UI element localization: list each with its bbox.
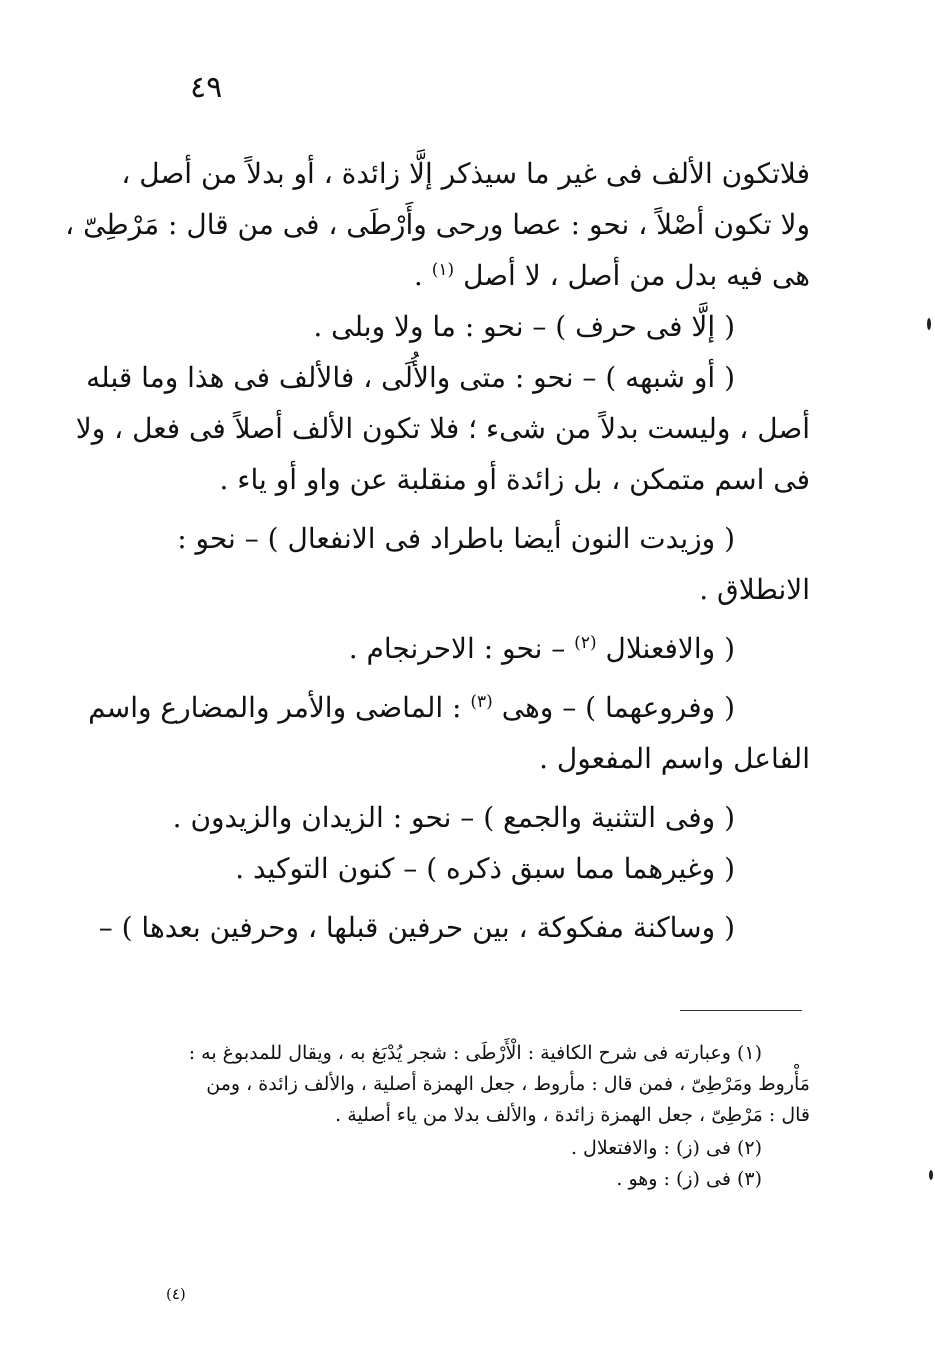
body-line-4: ( إلَّا فى حرف ) – نحو : ما ولا وبلى .: [313, 310, 735, 343]
body-line-8: ( وزيدت النون أيضا باطراد فى الانفعال ) – نحو :: [177, 522, 735, 555]
body-line-9: الانطلاق .: [699, 573, 810, 606]
scan-mark-top: [927, 318, 931, 330]
footnotes: [162, 1038, 810, 1195]
scan-mark-bottom: [929, 1170, 933, 1180]
body-line-5: ( أو شبهه ) – نحو : متى والأُلَى ، فالألف فى هذا وما قبله: [86, 361, 735, 394]
body-line-1: فلاتكون الألف فى غير ما سيذكر إلَّا زائدة ، أو بدلاً من أصل ،: [121, 157, 810, 190]
body-line-10: [160, 623, 810, 674]
body-line-11: [88, 682, 810, 733]
body-line-3-text: هى فيه بدل من أصل ، لا أصل: [463, 259, 810, 292]
body-line-3: [160, 250, 810, 301]
page-number: ٤٩: [190, 70, 223, 105]
footnote-3: (٣) فى (ز) : وهو .: [616, 1168, 762, 1190]
body-line-13: ( وفى التثنية والجمع ) – نحو : الزيدان والزيدون .: [172, 801, 735, 834]
body-line-3-end: .: [413, 259, 423, 292]
footnote-1-line-2: مَأْروط ومَرْطِىّ ، فمن قال : مأروط ، جعل الهمزة أصلية ، والألف زائدة ، ومن: [206, 1073, 810, 1095]
footnote-ref-2: (٢): [574, 633, 597, 653]
signature-mark: (٤): [166, 1285, 186, 1303]
body-line-15: ( وساكنة مفكوكة ، بين حرفين قبلها ، وحرفين بعدها ) –: [98, 911, 735, 944]
body-line-14: ( وغيرهما مما سبق ذكره ) – كنون التوكيد .: [235, 852, 735, 885]
body-line-6: أصل ، وليست بدلاً من شىء ؛ فلا تكون الألف أصلاً فى فعل ، ولا: [75, 412, 810, 445]
footnote-1-line-3: قال : مَرْطِىّ ، جعل الهمزة زائدة ، والألف بدلا من ياء أصلية .: [335, 1104, 810, 1126]
body-line-11-end: : الماضى والأمر والمضارع واسم: [88, 691, 462, 724]
body-line-12: الفاعل واسم المفعول .: [539, 742, 810, 775]
body-line-2: ولا تكون أصْلاً ، نحو : عصا ورحى وأَرْطَى ، فى من قال : مَرْطِىّ ،: [65, 208, 810, 241]
body-line-7: فى اسم متمكن ، بل زائدة أو منقلبة عن واو أو ياء .: [219, 463, 810, 496]
footnote-divider: [680, 1010, 802, 1011]
footnote-ref-3: (٣): [470, 692, 493, 712]
footnote-2: (٢) فى (ز) : والافتعلال .: [570, 1137, 762, 1159]
body-text: [65, 148, 810, 953]
body-line-10-start: ( والافعنلال: [605, 632, 735, 665]
body-line-10-end: – نحو : الاحرنجام .: [348, 632, 566, 665]
footnote-1-line-1: (١) وعبارته فى شرح الكافية : الْأَرْطَى : شجر يُدْبَغ به ، ويقال للمدبوغ به :: [188, 1042, 762, 1064]
body-line-11-start: ( وفروعهما ) – وهى: [501, 691, 735, 724]
footnote-ref-1: (١): [431, 260, 455, 280]
